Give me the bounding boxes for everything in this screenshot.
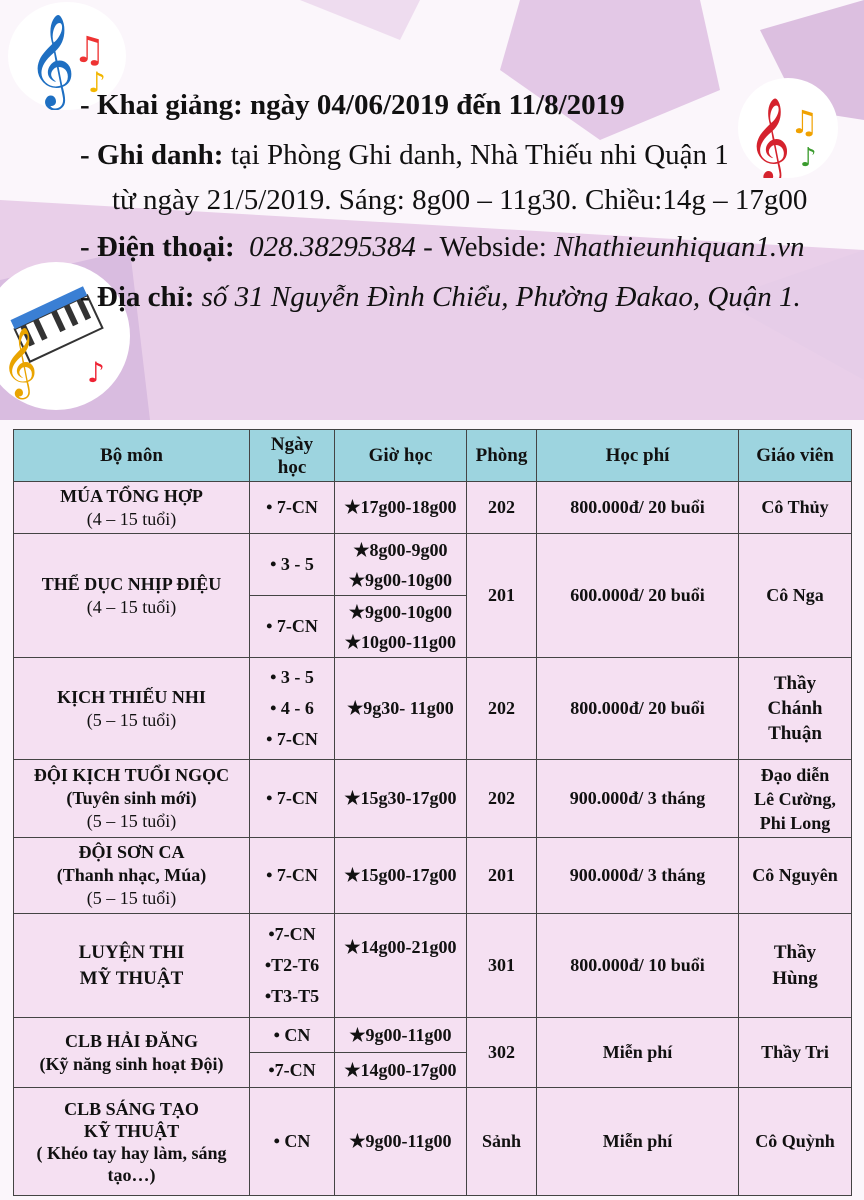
register-label: Ghi danh: [96,139,224,171]
days-cell [250,658,335,760]
subject-cell [14,482,250,534]
register-time [112,183,807,217]
fee-cell: 800.000đ/ 20 buổi [537,482,739,534]
register-value: tại Phòng Ghi danh, Nhà Thiếu nhi Quận 1 [230,139,729,171]
teacher-cell: Thầy Tri [739,1018,852,1088]
subject-name: ĐỘI SƠN CA [78,842,185,862]
schedule-table [13,429,852,1196]
website-label: - Webside: [423,231,547,263]
teacher-cell [739,914,852,1018]
subject-age: (5 – 15 tuổi) [86,888,177,908]
website-value: Nhathieunhiquan1.vn [554,231,805,263]
svg-text:𝄞: 𝄞 [2,327,38,397]
day-item: •T3-T5 [264,986,320,1006]
fee-cell: Miễn phí [537,1018,739,1088]
room-cell: 202 [467,760,537,838]
fee-cell: 900.000đ/ 3 tháng [537,760,739,838]
address-line: - Địa chỉ: số 31 Nguyễn Đình Chiểu, Phường Đakao, Quận 1. [80,281,801,313]
time-slot: ★8g00-9g00 [353,539,448,560]
days-cell: • 7-CN [250,482,335,534]
svg-text:𝄞: 𝄞 [28,13,76,106]
subject-note: ( Khéo tay hay làm, sáng [36,1142,227,1163]
subject-cell [14,760,250,838]
fee-cell: 800.000đ/ 20 buổi [537,658,739,760]
day-item: • 4 - 6 [270,698,314,718]
register-time-text: từ ngày 21/5/2019. Sáng: 8g00 – 11g30. Chiều:14g – 17g00 [112,184,808,216]
teacher-cell: Cô Thủy [739,482,852,534]
subject-cell [14,658,250,760]
day-item: • 3 - 5 [270,667,314,687]
days-cell: • CN [250,1018,335,1053]
svg-text:♪: ♪ [800,143,817,173]
subject-name: ĐỘI KỊCH TUỔI NGỌC [33,765,230,785]
days-cell: • 7-CN [250,838,335,914]
teacher-line: Thuận [768,723,822,744]
fee-cell: 800.000đ/ 10 buổi [537,914,739,1018]
subject-age: (4 – 15 tuổi) [86,596,177,617]
svg-text:♫: ♫ [73,30,106,71]
time-slot: ★10g00-11g00 [344,631,457,652]
subject-cell [14,914,250,1018]
table-row [14,534,852,596]
teacher-line: Chánh [767,698,823,719]
phone-label: Điện thoại: [96,231,235,263]
time-cell: ★9g30- 11g00 [335,658,467,760]
time-cell: ★15g30-17g00 [335,760,467,838]
teacher-cell: Cô Nguyên [739,838,852,914]
teacher-cell: Cô Nga [739,534,852,658]
teacher-line: Hùng [772,967,818,989]
subject-cell [14,1018,250,1088]
day-item: •7-CN [268,924,316,944]
subject-age: (4 – 15 tuổi) [86,508,177,529]
fee-cell: Miễn phí [537,1088,739,1196]
teacher-line: Lê Cường, [754,788,836,809]
room-cell: Sảnh [467,1088,537,1196]
svg-text:♪: ♪ [88,66,106,99]
teacher-line: Đạo diễn [760,764,830,785]
music-note-icon [738,78,838,178]
phone-line: - Điện thoại: 028.38295384 - Webside: Nhathieunhiquan1.vn [80,231,805,263]
opening-value: ngày 04/06/2019 đến 11/8/2019 [250,89,625,121]
subject-name: CLB HẢI ĐĂNG [64,1030,198,1051]
room-cell: 201 [467,838,537,914]
table-row [14,1088,852,1196]
subject-note-line2: tạo…) [107,1164,156,1185]
day-item: •T2-T6 [264,955,320,975]
subject-note: (Thanh nhạc, Múa) [56,865,207,885]
subject-name-line2: KỸ THUẬT [83,1120,180,1141]
fee-cell: 900.000đ/ 3 tháng [537,838,739,914]
table-row [14,760,852,838]
subject-cell [14,838,250,914]
days-cell: • 3 - 5 [250,534,335,596]
days-cell: • 7-CN [250,760,335,838]
room-cell: 302 [467,1018,537,1088]
table-row [14,838,852,914]
time-cell: ★17g00-18g00 [335,482,467,534]
days-cell: •7-CN [250,1053,335,1088]
subject-note: (Tuyên sinh mới) [66,788,197,808]
time-slot: ★9g00-10g00 [348,569,453,590]
header-room: Phòng [467,430,537,482]
phone-value: 028.38295384 [249,231,416,263]
subject-name: MÚA TỔNG HỢP [60,485,203,506]
table-header-row [14,430,852,482]
subject-name: CLB SÁNG TẠO [64,1098,199,1119]
svg-text:♪: ♪ [87,356,105,389]
header-teacher: Giáo viên [739,430,852,482]
subject-name: LUYỆN THI [78,941,185,963]
teacher-line: Phi Long [759,812,831,833]
subject-name-line2: MỸ THUẬT [79,967,184,989]
opening-line: - Khai giảng: ngày 04/06/2019 đến 11/8/2019 [80,89,625,121]
time-cell: ★15g00-17g00 [335,838,467,914]
table-row [14,914,852,1018]
time-cell: ★9g00-11g00 [335,1088,467,1196]
address-value: số 31 Nguyễn Đình Chiểu, Phường Đakao, Quận 1. [201,281,801,313]
time-cell: ★14g00-17g00 [335,1053,467,1088]
header-subject: Bộ môn [14,430,250,482]
days-cell [250,914,335,1018]
days-cell: • 7-CN [250,596,335,658]
header-days: Ngày học [250,430,335,482]
subject-note: (Kỹ năng sinh hoạt Đội) [39,1053,224,1074]
teacher-line: Thầy [773,941,817,963]
teacher-line: Thầy [773,673,817,694]
room-cell: 202 [467,482,537,534]
table-row [14,658,852,760]
teacher-cell: Cô Quỳnh [739,1088,852,1196]
subject-age: (5 – 15 tuổi) [86,811,177,831]
fee-cell: 600.000đ/ 20 buổi [537,534,739,658]
subject-name: THỂ DỤC NHỊP ĐIỆU [41,573,222,594]
subject-name: KỊCH THIẾU NHI [57,686,206,707]
teacher-cell [739,658,852,760]
room-cell: 301 [467,914,537,1018]
opening-label: Khai giảng: [96,89,243,121]
time-cell: ★9g00-11g00 [335,1018,467,1053]
table-row [14,1018,852,1053]
room-cell: 201 [467,534,537,658]
time-slot: ★9g00-10g00 [348,601,453,622]
day-item: • 7-CN [266,729,318,749]
subject-cell [14,1088,250,1196]
room-cell: 202 [467,658,537,760]
teacher-cell [739,760,852,838]
address-label: Địa chỉ: [96,281,195,313]
header-time: Giờ học [335,430,467,482]
time-cell [335,596,467,658]
table-row [14,482,852,534]
time-cell: ★14g00-21g00 [335,914,467,1018]
register-line: - Ghi danh: tại Phòng Ghi danh, Nhà Thiếu nhi Quận 1 [80,139,729,171]
subject-cell [14,534,250,658]
header-fee: Học phí [537,430,739,482]
subject-age: (5 – 15 tuổi) [86,709,177,730]
time-cell [335,534,467,596]
svg-text:𝄞: 𝄞 [748,96,791,178]
svg-text:♫: ♫ [790,103,819,141]
days-cell: • CN [250,1088,335,1196]
